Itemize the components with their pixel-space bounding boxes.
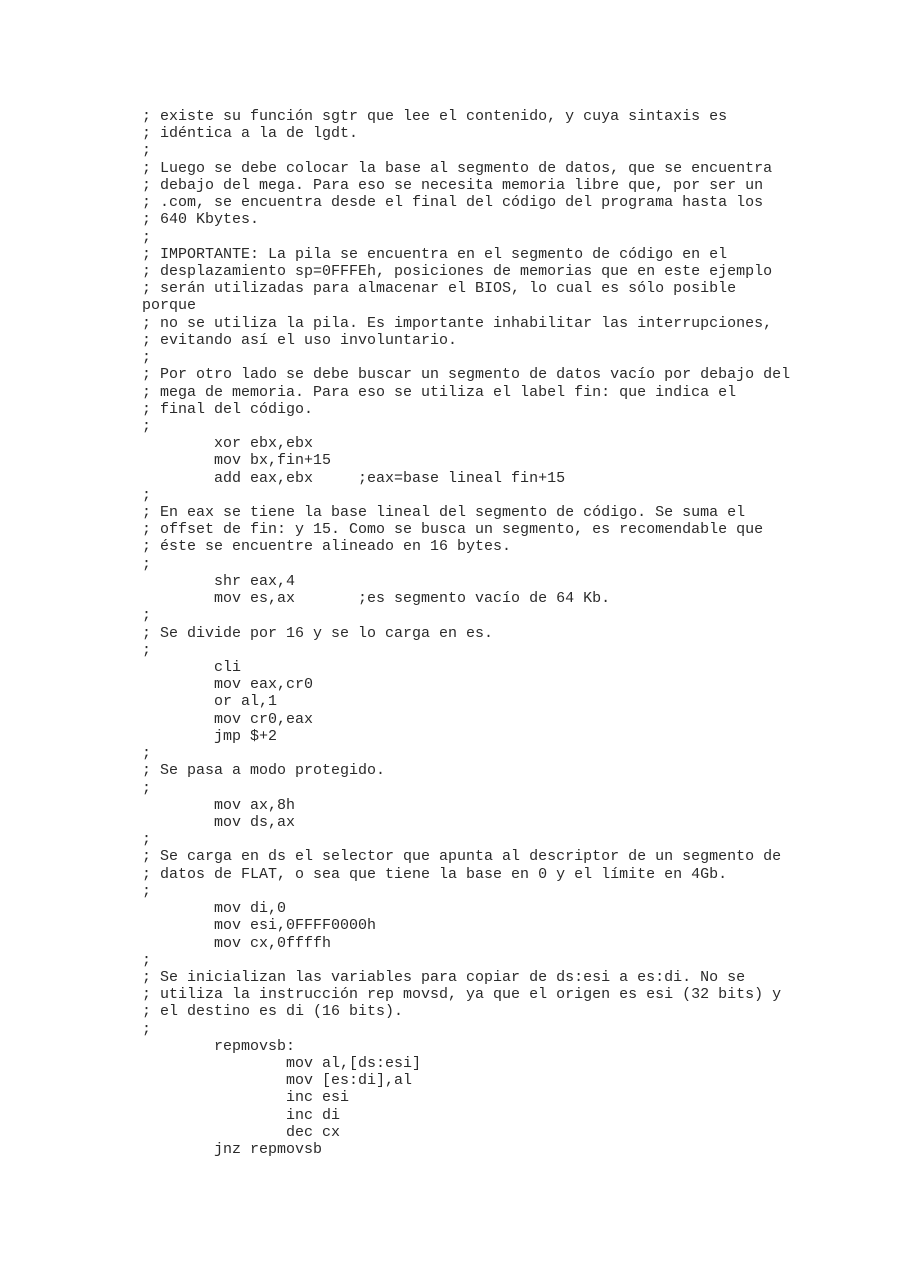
code-line: repmovsb: — [142, 1037, 296, 1055]
code-line: mov al,[ds:esi] — [142, 1055, 422, 1073]
code-line: jmp $+2 — [142, 727, 278, 745]
code-line: ; — [142, 831, 152, 849]
code-line: mov es,ax ;es segmento vacío de 64 Kb. — [142, 590, 611, 608]
code-line: mov eax,cr0 — [142, 676, 314, 694]
code-line: ; mega de memoria. Para eso se utiliza el label fin: que indica el — [142, 383, 737, 401]
code-line: ; — [142, 228, 152, 246]
code-line: ; Se pasa a modo protegido. — [142, 762, 386, 780]
code-line: mov cx,0ffffh — [142, 934, 332, 952]
assembly-code-listing — [142, 108, 790, 1158]
code-line: ; — [142, 745, 152, 763]
code-line: mov di,0 — [142, 900, 287, 918]
code-line: ; idéntica a la de lgdt. — [142, 125, 359, 143]
code-line: mov esi,0FFFF0000h — [142, 917, 377, 935]
code-line: ; serán utilizadas para almacenar el BIOS, lo cual es sólo posible — [142, 280, 737, 298]
code-line: ; — [142, 142, 152, 160]
code-line: ; — [142, 882, 152, 900]
code-line: ; — [142, 555, 152, 573]
code-line: ; Se inicializan las variables para copiar de ds:esi a es:di. No se — [142, 968, 746, 986]
code-line: cli — [142, 659, 242, 676]
code-line: ; — [142, 607, 152, 625]
code-line: inc esi — [142, 1089, 350, 1107]
code-line: mov cr0,eax — [142, 710, 314, 728]
code-line: ; — [142, 1020, 152, 1038]
code-line: ; Se carga en ds el selector que apunta al descriptor de un segmento de — [142, 848, 782, 866]
code-line: ; — [142, 779, 152, 797]
code-line: ; — [142, 641, 152, 659]
code-line: ; offset de fin: y 15. Como se busca un segmento, es recomendable que — [142, 521, 764, 539]
code-line: ; En eax se tiene la base lineal del segmento de código. Se suma el — [142, 504, 746, 522]
code-line: ; IMPORTANTE: La pila se encuentra en el segmento de código en el — [142, 245, 728, 263]
code-line: ; final del código. — [142, 400, 314, 418]
code-line: ; — [142, 951, 152, 969]
code-line: ; Luego se debe colocar la base al segmento de datos, que se encuentra — [142, 159, 773, 177]
code-line: ; — [142, 349, 152, 367]
code-line: ; existe su función sgtr que lee el contenido, y cuya sintaxis es — [142, 108, 728, 125]
code-line: mov ds,ax — [142, 813, 296, 831]
code-line: ; — [142, 417, 152, 435]
code-line: xor ebx,ebx — [142, 435, 314, 453]
code-line: ; utiliza la instrucción rep movsd, ya que el origen es esi (32 bits) y — [142, 986, 782, 1004]
code-line: inc di — [142, 1106, 341, 1124]
code-line: ; 640 Kbytes. — [142, 211, 260, 229]
code-line: ; debajo del mega. Para eso se necesita memoria libre que, por ser un — [142, 176, 764, 194]
code-line: ; Se divide por 16 y se lo carga en es. — [142, 624, 494, 642]
code-line: mov ax,8h — [142, 796, 296, 814]
code-line: ; evitando así el uso involuntario. — [142, 331, 458, 349]
code-line: ; Por otro lado se debe buscar un segmento de datos vacío por debajo del — [142, 366, 791, 384]
code-line: mov bx,fin+15 — [142, 452, 332, 470]
code-line: porque — [142, 297, 197, 315]
code-line: mov [es:di],al — [142, 1072, 413, 1090]
code-line: or al,1 — [142, 693, 278, 711]
code-line: ; datos de FLAT, o sea que tiene la base en 0 y el límite en 4Gb. — [142, 865, 728, 883]
code-line: ; — [142, 486, 152, 504]
code-line: jnz repmovsb — [142, 1141, 323, 1159]
code-line: ; el destino es di (16 bits). — [142, 1003, 404, 1021]
code-line: ; desplazamiento sp=0FFFEh, posiciones de memorias que en este ejemplo — [142, 262, 773, 280]
code-line: add eax,ebx ;eax=base lineal fin+15 — [142, 469, 566, 487]
code-line: ; no se utiliza la pila. Es importante inhabilitar las interrupciones, — [142, 314, 773, 332]
code-line: ; .com, se encuentra desde el final del código del programa hasta los — [142, 194, 764, 212]
code-line: shr eax,4 — [142, 572, 296, 590]
code-line: ; éste se encuentre alineado en 16 bytes. — [142, 538, 512, 556]
code-line: dec cx — [142, 1123, 341, 1141]
